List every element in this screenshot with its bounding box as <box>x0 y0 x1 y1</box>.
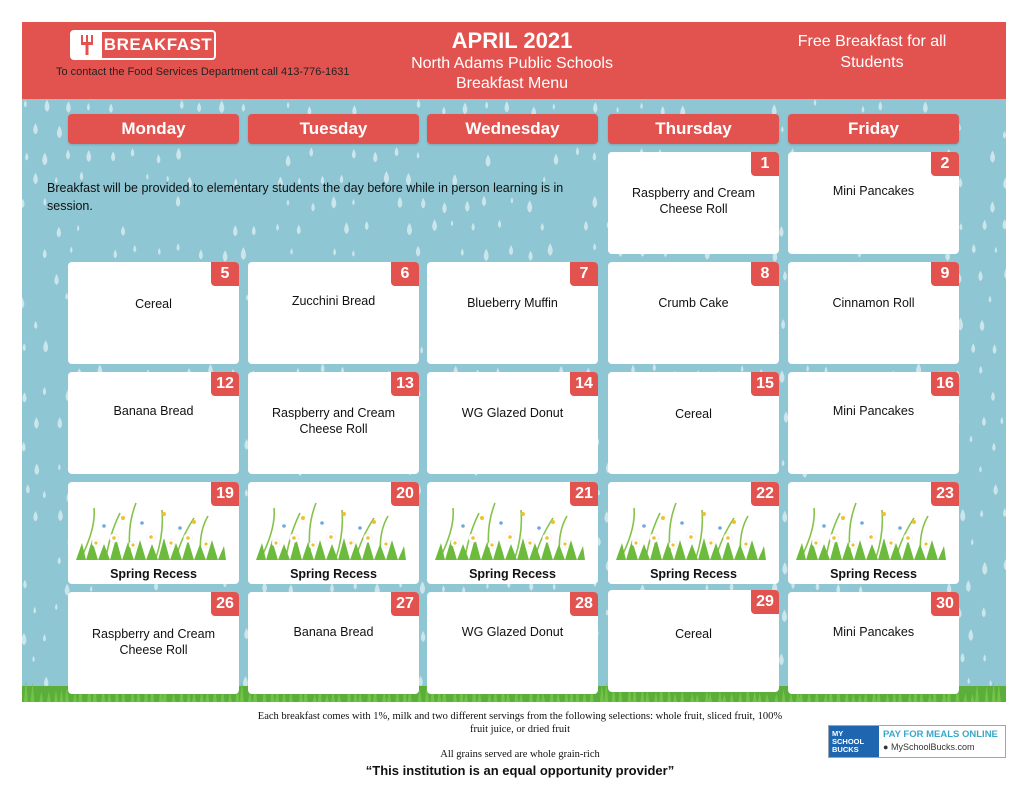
raindrop <box>451 220 453 226</box>
date-badge: 12 <box>211 372 239 396</box>
district-name: North Adams Public Schools <box>411 55 613 72</box>
raindrop <box>131 148 134 157</box>
menu-item: Raspberry and Cream Cheese Roll <box>92 627 215 657</box>
raindrop <box>993 344 997 354</box>
raindrop <box>33 607 36 614</box>
date-badge: 16 <box>931 372 959 396</box>
raindrop <box>57 227 61 238</box>
menu-item: Blueberry Muffin <box>467 296 558 310</box>
raindrop <box>486 155 491 167</box>
raindrop <box>121 226 125 236</box>
day-cell <box>427 592 598 694</box>
logo-label: BREAKFAST <box>103 35 213 54</box>
weekday-monday: Monday <box>68 114 239 144</box>
menu-item: Zucchini Bread <box>291 294 376 308</box>
raindrop <box>417 99 421 108</box>
day-cell <box>608 262 779 364</box>
raindrop <box>593 243 596 250</box>
raindrop <box>968 629 973 641</box>
date-badge: 8 <box>751 262 779 286</box>
raindrop <box>781 126 783 132</box>
raindrop <box>923 101 928 113</box>
raindrop <box>34 417 39 429</box>
raindrop <box>24 100 27 108</box>
date-badge: 21 <box>570 482 598 506</box>
raindrop <box>1004 268 1006 280</box>
menu-item: WG Glazed Donut <box>461 625 564 639</box>
raindrop <box>58 464 61 470</box>
raindrop <box>782 562 787 574</box>
day-cell <box>427 482 598 584</box>
raindrop <box>982 562 987 575</box>
raindrop <box>66 150 70 160</box>
menu-item: Raspberry and Cream Cheese Roll <box>272 406 395 436</box>
date-badge: 27 <box>391 592 419 616</box>
equal-opportunity-statement: “This institution is an equal opportunity provider” <box>365 763 675 778</box>
raindrop <box>484 249 489 261</box>
contact-text: To contact the Food Services Department call 413-776-1631 <box>56 66 350 78</box>
recess-label: Spring Recess <box>290 567 377 581</box>
day-cell <box>608 590 779 692</box>
raindrop <box>86 150 91 162</box>
day-cell <box>427 372 598 474</box>
info-icon: ● <box>883 742 889 752</box>
date-badge: 7 <box>570 262 598 286</box>
menu-item: Banana Bread <box>293 625 374 639</box>
raindrop <box>960 509 965 521</box>
raindrop <box>45 100 50 112</box>
raindrop <box>54 274 58 285</box>
day-cell <box>68 372 239 474</box>
raindrop <box>58 557 61 565</box>
raindrop <box>109 103 113 112</box>
menu-title <box>377 28 647 94</box>
day-cell <box>68 482 239 584</box>
raindrop <box>814 99 817 106</box>
raindrop <box>980 320 985 331</box>
recess-label: Spring Recess <box>110 567 197 581</box>
raindrop <box>978 271 982 281</box>
weekday-friday: Friday <box>788 114 959 144</box>
fork-icon <box>72 32 102 58</box>
date-badge: 19 <box>211 482 239 506</box>
spring-flowers-illustration <box>796 488 946 560</box>
menu-item: Crumb Cake <box>658 296 729 310</box>
date-badge: 26 <box>211 592 239 616</box>
raindrop <box>485 101 488 109</box>
raindrop <box>989 296 992 303</box>
raindrop <box>111 151 115 161</box>
raindrop <box>782 459 785 466</box>
raindrop <box>34 321 37 329</box>
raindrop <box>43 198 46 206</box>
date-badge: 22 <box>751 482 779 506</box>
raindrop <box>862 106 865 113</box>
raindrop <box>553 103 555 109</box>
menu-item: Mini Pancakes <box>832 625 915 639</box>
date-badge: 1 <box>751 152 779 176</box>
day-cell <box>608 152 779 254</box>
raindrop <box>287 102 290 109</box>
recess-label: Spring Recess <box>830 567 917 581</box>
raindrop <box>509 245 513 255</box>
menu-name: Breakfast Menu <box>455 75 569 92</box>
raindrop <box>653 363 656 371</box>
raindrop <box>33 173 38 184</box>
raindrop <box>640 103 643 110</box>
raindrop <box>23 343 26 351</box>
raindrop <box>70 246 73 252</box>
day-cell <box>248 482 419 584</box>
raindrop <box>971 539 974 546</box>
raindrop <box>995 247 997 253</box>
raindrop <box>1000 417 1003 424</box>
day-cell <box>788 152 959 254</box>
raindrop <box>43 340 48 352</box>
raindrop <box>980 510 983 518</box>
spring-flowers-illustration <box>256 488 406 560</box>
raindrop <box>197 102 201 112</box>
weekday-wednesday: Wednesday <box>427 114 598 144</box>
raindrop <box>554 154 559 165</box>
date-badge: 20 <box>391 482 419 506</box>
raindrop <box>223 250 228 262</box>
date-badge: 15 <box>751 372 779 396</box>
raindrop <box>971 343 975 353</box>
raindrop <box>993 484 997 495</box>
raindrop <box>26 484 30 493</box>
menu-item: Cinnamon Roll <box>832 296 915 310</box>
raindrop <box>553 583 556 590</box>
spring-flowers-illustration <box>435 488 585 560</box>
raindrop <box>970 436 973 443</box>
raindrop <box>979 466 982 473</box>
raindrop <box>22 442 26 452</box>
breakfast-logo <box>70 30 216 60</box>
raindrop <box>66 101 71 112</box>
raindrop <box>395 147 399 156</box>
grains-note: All grains served are whole grain-rich <box>440 749 600 760</box>
myschoolbucks-link[interactable] <box>883 742 1001 752</box>
raindrop <box>22 297 24 308</box>
raindrop <box>417 152 420 159</box>
raindrop <box>58 509 63 521</box>
raindrop <box>43 634 46 641</box>
myschoolbucks-banner[interactable] <box>828 725 1006 758</box>
raindrop <box>42 153 47 166</box>
day-cell <box>248 262 419 364</box>
day-cell <box>248 592 419 694</box>
menu-item: Banana Bread <box>113 404 194 418</box>
raindrop <box>276 224 279 231</box>
raindrop <box>365 221 369 230</box>
raindrop <box>779 370 784 383</box>
raindrop <box>416 246 420 257</box>
raindrop <box>23 580 26 589</box>
raindrop <box>233 225 237 236</box>
raindrop <box>461 248 464 255</box>
delivery-note: Breakfast will be provided to elementary students the day before while in person learning is in session. <box>47 181 564 213</box>
servings-note: Each breakfast comes with 1%, milk and two different servings from the following selections: whole fruit, sliced fruit, 100% fruit juice, or dried fruit <box>257 711 783 735</box>
date-badge: 13 <box>391 372 419 396</box>
date-badge: 23 <box>931 482 959 506</box>
raindrop <box>878 101 882 110</box>
day-cell <box>608 482 779 584</box>
raindrop <box>407 223 412 236</box>
raindrop <box>241 247 246 260</box>
raindrop <box>373 152 377 163</box>
raindrop <box>57 417 62 428</box>
raindrop <box>286 155 291 167</box>
raindrop <box>133 245 136 253</box>
raindrop <box>33 511 37 522</box>
raindrop <box>982 417 986 426</box>
raindrop <box>779 226 783 237</box>
recess-label: Spring Recess <box>650 567 737 581</box>
date-badge: 2 <box>931 152 959 176</box>
day-cell <box>427 262 598 364</box>
raindrop <box>979 366 982 374</box>
menu-item: Cereal <box>675 627 712 641</box>
raindrop <box>333 248 336 255</box>
raindrop <box>1003 178 1006 189</box>
raindrop <box>34 463 39 475</box>
recess-label: Spring Recess <box>469 567 556 581</box>
day-cell <box>68 592 239 694</box>
raindrop <box>180 100 184 109</box>
menu-item: Mini Pancakes <box>832 184 915 198</box>
raindrop <box>199 250 203 260</box>
raindrop <box>576 147 579 155</box>
raindrop <box>972 244 976 253</box>
raindrop <box>158 248 161 255</box>
calendar <box>22 99 1006 702</box>
raindrop <box>779 654 784 666</box>
month-title: APRIL 2021 <box>451 28 573 53</box>
raindrop <box>1003 508 1006 517</box>
myschoolbucks-url: MySchoolBucks.com <box>890 742 975 752</box>
menu-item: Cereal <box>675 407 712 421</box>
header-band <box>22 22 1006 99</box>
day-cell <box>788 372 959 474</box>
date-badge: 6 <box>391 262 419 286</box>
menu-item: Mini Pancakes <box>832 404 915 418</box>
raindrop <box>43 387 46 395</box>
raindrop <box>782 610 787 623</box>
raindrop <box>616 107 618 113</box>
raindrop <box>992 443 995 451</box>
raindrop <box>982 607 986 617</box>
raindrop <box>290 248 293 255</box>
date-badge: 30 <box>931 592 959 616</box>
raindrop <box>541 223 544 231</box>
raindrop <box>782 511 787 523</box>
raindrop <box>57 126 62 139</box>
raindrop <box>25 153 28 161</box>
raindrop <box>22 392 26 402</box>
menu-item: WG Glazed Donut <box>461 406 564 420</box>
raindrop <box>297 225 301 235</box>
myschoolbucks-logo: MY SCHOOL BUCKS <box>829 726 879 757</box>
raindrop <box>113 250 116 259</box>
raindrop <box>1003 131 1006 139</box>
raindrop <box>463 103 468 115</box>
day-cell <box>788 592 959 694</box>
raindrop <box>593 102 597 113</box>
raindrop <box>43 249 47 258</box>
raindrop <box>991 392 995 401</box>
raindrop <box>352 250 355 256</box>
day-cell <box>788 482 959 584</box>
raindrop <box>584 221 588 231</box>
pay-online-label: PAY FOR MEALS ONLINE <box>883 729 998 740</box>
day-cell <box>68 262 239 364</box>
raindrop <box>1003 219 1006 229</box>
raindrop <box>87 103 90 111</box>
raindrop <box>498 220 501 228</box>
raindrop <box>309 147 313 156</box>
raindrop <box>22 633 26 645</box>
weekday-thursday: Thursday <box>608 114 779 144</box>
raindrop <box>219 100 224 113</box>
raindrop <box>242 103 245 111</box>
raindrop <box>983 654 986 661</box>
raindrop <box>966 580 971 592</box>
raindrop <box>32 656 35 662</box>
day-cell <box>788 262 959 364</box>
weekday-tuesday: Tuesday <box>248 114 419 144</box>
day-cell <box>248 372 419 474</box>
date-badge: 5 <box>211 262 239 286</box>
raindrop <box>252 226 256 236</box>
raindrop <box>352 149 356 159</box>
date-badge: 28 <box>570 592 598 616</box>
raindrop <box>806 365 809 372</box>
raindrop <box>176 148 181 160</box>
raindrop <box>961 653 965 663</box>
raindrop <box>472 223 475 231</box>
date-badge: 9 <box>931 262 959 286</box>
raindrop <box>22 199 25 208</box>
spring-flowers-illustration <box>616 488 766 560</box>
raindrop <box>421 631 425 642</box>
raindrop <box>77 225 79 231</box>
raindrop <box>420 346 423 353</box>
raindrop <box>1004 559 1006 570</box>
date-badge: 29 <box>751 590 779 614</box>
raindrop <box>33 123 38 134</box>
raindrop <box>548 243 553 256</box>
myschoolbucks-text <box>879 726 1005 757</box>
raindrop <box>43 491 46 499</box>
raindrop <box>90 586 92 592</box>
raindrop <box>781 319 785 329</box>
raindrop <box>990 151 995 163</box>
menu-item: Raspberry and Cream Cheese Roll <box>632 186 755 216</box>
spring-flowers-illustration <box>76 488 226 560</box>
free-breakfast-text: Free Breakfast for all Students <box>797 33 947 71</box>
day-cell <box>608 372 779 474</box>
raindrop <box>529 251 533 261</box>
raindrop <box>959 223 962 230</box>
raindrop <box>432 219 437 231</box>
raindrop <box>505 101 510 112</box>
raindrop <box>783 271 787 281</box>
raindrop <box>177 243 180 251</box>
raindrop <box>990 201 995 212</box>
raindrop <box>420 581 425 594</box>
date-badge: 14 <box>570 372 598 396</box>
raindrop <box>344 222 349 234</box>
raindrop <box>157 154 161 163</box>
menu-item: Cereal <box>135 297 172 311</box>
raindrop <box>983 220 987 230</box>
raindrop <box>55 604 58 610</box>
raindrop <box>593 152 596 161</box>
